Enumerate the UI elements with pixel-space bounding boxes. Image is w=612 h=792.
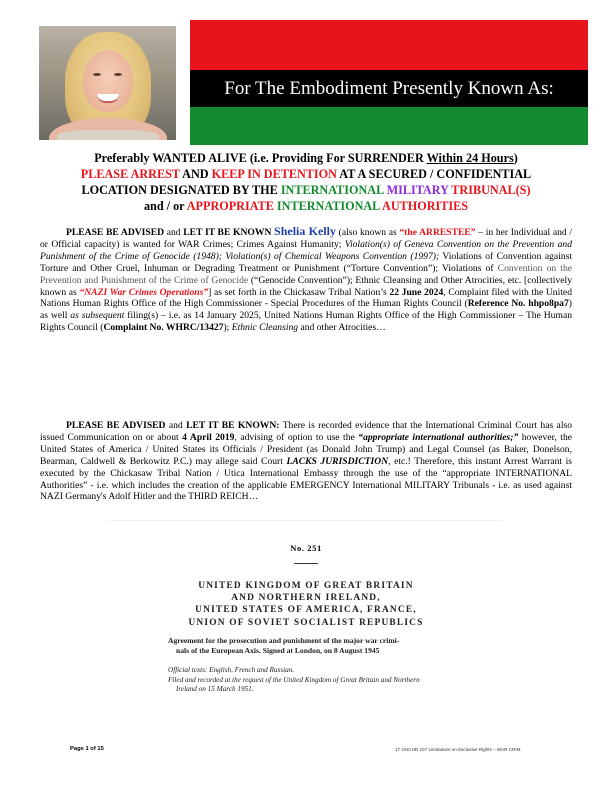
headline: [40, 150, 572, 214]
treaty-party-line: UNITED STATES OF AMERICA, FRANCE,: [195, 605, 417, 616]
photo-eye-right: [114, 73, 122, 76]
treaty-party-line: AND NORTHERN IRELAND,: [231, 593, 381, 604]
page-number: Page 1 of 15: [70, 746, 104, 752]
treaty-official-texts: Official texts: English, French and Russian. Filed and recorded at the request of the United Kingdom of Great Britain and Northern Ireland on 15 March 1951.: [168, 666, 420, 694]
banner-name: SHELIA KELLY: [190, 107, 588, 145]
headline-line-4: and / or APPROPRIATE INTERNATIONAL AUTHORITIES: [143, 199, 469, 213]
footer-reference: 17 OHCHR 107 Limitations on Exclusive Rights – WAR CRIM: [395, 747, 521, 752]
headline-line-3: LOCATION DESIGNATED BY THE INTERNATIONAL MILITARY TRIBUNAL(S): [81, 183, 531, 197]
headline-line-1: Preferably WANTED ALIVE (i.e. Providing For SURRENDER Within 24 Hours): [94, 151, 518, 165]
headline-line-2: PLEASE ARREST AND KEEP IN DETENTION AT A SECURED / CONFIDENTIAL: [80, 167, 532, 181]
paragraph-advisory: PLEASE BE ADVISED and LET IT BE KNOWN Shelia Kelly (also known as “the ARRESTEE” – in her Individual and / or Official capacity) is wanted for WAR Crimes; Crimes Against Humanity; Violation(s) of Geneva Convention on the Prevention and Punishment of the Crime of Genocide (1948); Violation(s) of Chemical Weapons Convention (1997); Violations of Convention against Torture and Other Cruel, Inhuman or Degrading Treatment or Punishment (“Torture Convention”); Violations of Convention on the Prevention and Punishment of the Crime of Genocide (“Genocide Convention”); Ethnic Cleansing and Other Atrocities, etc. [collectively known as “NAZI War Crimes Operations”] as set forth in the Chickasaw Tribal Nation’s 22 June 2024, Complaint filed with the United Nations Human Rights Office of the High Commissioner - Special Procedures of the Human Rights Council (Reference No. hhpo8pa7) as well as subsequent filing(s) – i.e. as 14 January 2025, United Nations Human Rights Office of the High Commissioner – The Human Rights Council (Complaint No. WHRC/13427); Ethnic Cleansing and other Atrocities…: [40, 224, 573, 334]
treaty-rule: [294, 563, 318, 564]
treaty-agreement-title: Agreement for the prosecution and punishment of the major war crimi- nals of the European Axis. Signed at London, on 8 August 1945: [168, 636, 400, 656]
treaty-parties: [0, 580, 612, 629]
photo-clothing: [57, 130, 159, 140]
photo-eye-left: [93, 73, 101, 76]
section-divider: [110, 520, 502, 521]
treaty-party-line: UNION OF SOVIET SOCIALIST REPUBLICS: [188, 617, 424, 628]
photo-frame: [22, 20, 190, 145]
treaty-number: No. 251: [290, 543, 322, 553]
treaty-party-line: UNITED KINGDOM OF GREAT BRITAIN: [198, 581, 414, 591]
paragraph-icc-communication: PLEASE BE ADVISED and LET IT BE KNOWN: There is recorded evidence that the International Criminal Court has also issued Communication on or about 4 April 2019, advising of option to use the “appropriate international authorities;” however, the United States of America / United States its Officials / President (as Donald John Trump) and Legal Counsel (as Baker, Donelson, Bearman, Caldwell & Berkowitz P.C.) may allege said Court LACKS JURISDICTION, etc.! Therefore, this instant Arrest Warrant is executed by the Chickasaw Tribal Nation / Utica International Embassy through the use of the “appropriate INTERNATIONAL Authorities” - i.e. which includes the creation of the applicable EMERGENCY International MILITARY Tribunals - i.e. as used against NAZI Germany's Adolf Hitler and the THIRD REICH…: [40, 420, 573, 503]
banner-subtitle: For The Embodiment Presently Known As:: [190, 70, 588, 107]
suspect-photo: [39, 26, 176, 140]
arrestee-name: Shelia Kelly: [274, 224, 336, 238]
warrant-banner: [22, 20, 588, 145]
banner-title: ARREST WARRANT: [190, 20, 588, 70]
